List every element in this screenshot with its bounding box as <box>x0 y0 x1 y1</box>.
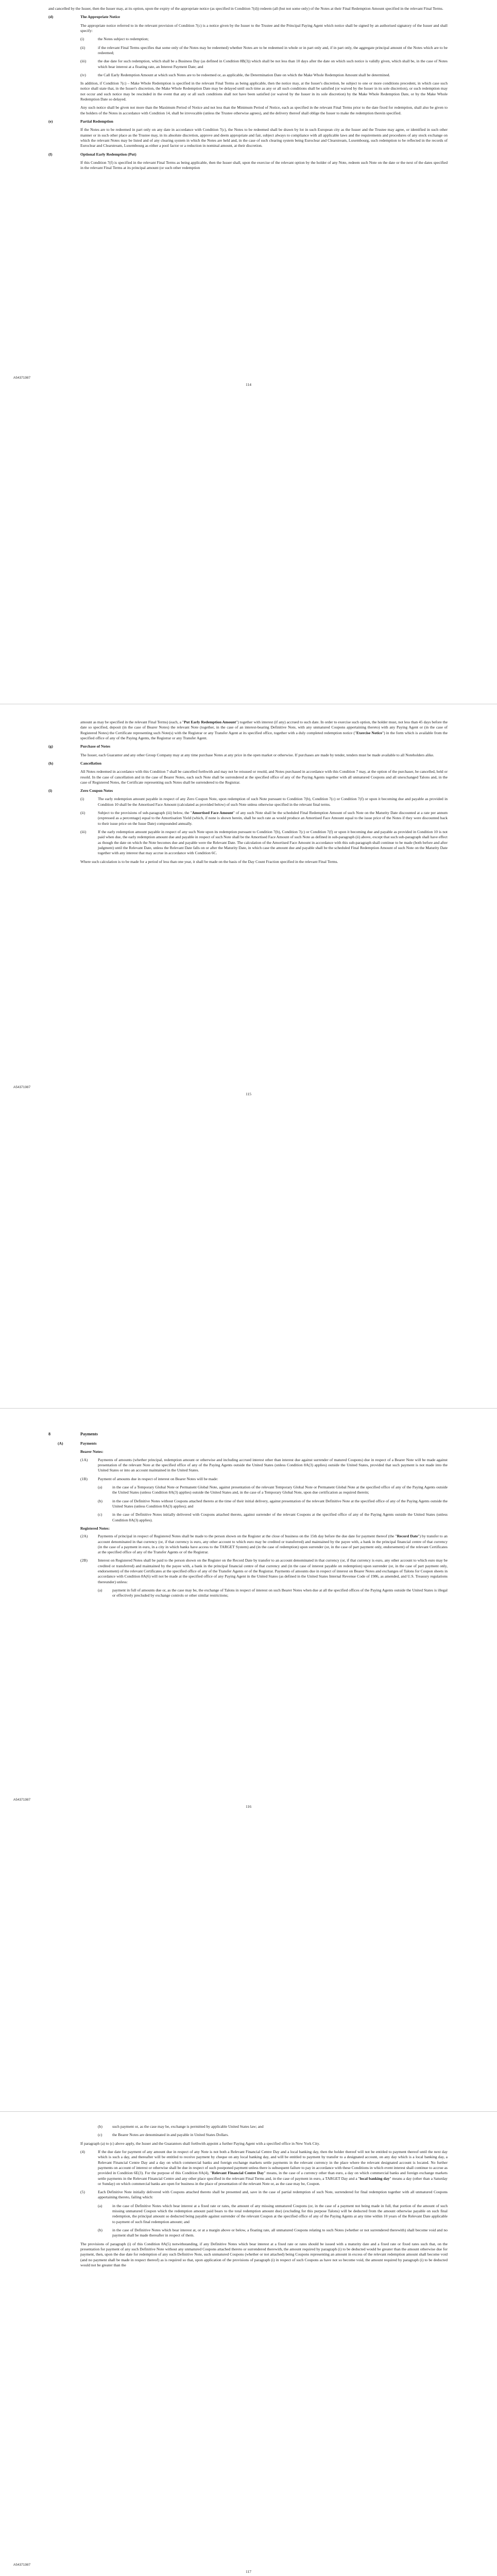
paragraph: The appropriate notice referred to in the relevant provision of Condition 7(c) is a notice given by the Issuer to the Trustee and the Principal Paying Agent which notice shall be signed by an authorised signatory of the Issuer and shall specify: <box>80 23 448 33</box>
item-text: if the relevant Final Terms specifies that some only of the Notes may be redeemed) whether Notes are to be redeemed in whole or in part only and, if in part only, the aggregate principal amount of the Notes which are to be redeemed; <box>98 45 448 55</box>
document-id: A54371987 <box>13 1798 31 1802</box>
list-item <box>48 1499 448 1510</box>
paragraph: If the Notes are to be redeemed in part only on any date in accordance with Condition 7(c), the Notes to be redeemed shall be drawn by lot in such European city as the Issuer and the Trustee may agree, or identified in such other manner or in such other place as the Trustee may, in its absolute discretion, approve and deem appropriate and fair, subject always to compliance with all applicable laws and the requirements and procedures of any stock exchange on which the relevant Notes may be listed and of any clearing system in which the Notes are held and, in the case of such clearing system being Euroclear and Clearstream, Luxembourg, such redemption to be reflected in the records of Euroclear and Clearstream, Luxembourg as either a pool factor or a reduction in nominal amount, at their discretion. <box>80 127 448 148</box>
paragraph: If paragraph (a) to (c) above apply, the Issuer and the Guarantors shall forthwith appoint a further Paying Agent with a specified office in New York City. <box>80 2141 320 2146</box>
list-item <box>48 2132 448 2138</box>
item-text: Each Definitive Note initially delivered with Coupons attached thereto shall be presented and, save in the case of partial redemption of such Note, surrendered for final redemption together with all unmatured Coupons appertaining thereto, failing which: <box>98 2190 448 2200</box>
section-title: Optional Early Redemption (Put) <box>80 151 136 157</box>
item-label: (b) <box>98 2124 102 2129</box>
item-text: in the case of Definitive Notes without Coupons attached thereto at the time of their initial delivery, against presentation of the relevant Definitive Note at the specified office of any of the Paying Agents outside the United States (unless Condition 8A(3) applies); and <box>112 1498 448 1509</box>
paragraph: The Issuer, each Guarantor and any other Group Company may at any time purchase Notes at any price in the open market or otherwise. If purchases are made by tender, tenders must be made available to all Noteholders alike. <box>80 752 434 757</box>
item-text: such payment or, as the case may be, exchange is permitted by applicable United States law; and <box>112 2124 264 2129</box>
item-text: Subject to the provisions of sub-paragraph (iii) below, the "Amortised Face Amount" of any such Note shall be the scheduled Final Redemption Amount of such Note on the Maturity Date discounted at a rate per annum (expressed as a percentage) equal to the Amortisation Yield (which, if none is shown herein, shall be such rate as would produce an Amortised Face Amount equal to the issue price of the Notes if they were discounted back to their issue price on the Issue Date) compounded annually. <box>98 810 448 826</box>
document-id: A54371987 <box>13 2563 31 2567</box>
item-text: the due date for such redemption, which shall be a Business Day (as defined in Condition 8B(3)) which shall be not less than 10 days after the date on which such notice is validly given, which shall be, in the case of Notes which bear interest at a floating rate, an Interest Payment Date; and <box>98 59 448 69</box>
section-title: Partial Redemption <box>80 119 113 124</box>
section-label: (f) <box>48 151 53 157</box>
document-id: A54371987 <box>13 376 31 380</box>
item-label: (i) <box>80 37 84 42</box>
item-text: Payments of amounts (whether principal, redemption amount or otherwise and including accrued interest other than interest due against surrender of matured Coupons) due in respect of a Bearer Note will be made against presentation of the relevant Note at the specified office of any of the Paying Agents outside the United States (unless Condition 8A(3) applies) outside the United States, provided that such payment is not made into the United States or into an account maintained in the United States. <box>98 1457 448 1473</box>
page-number: 114 <box>246 382 251 387</box>
list-item <box>48 810 448 826</box>
paragraph: In addition, if Condition 7(c) – Make Whole Redemption is specified in the relevant Final Terms as being applicable, then the notice may, at the Issuer's discretion, be subject to one or more conditions precedent, in which case such notice shall state that, in the Issuer's discretion, the Make Whole Redemption Date may be delayed until such time as any or all such conditions shall be satisfied (or waived by the Issuer in its sole discretion), or such redemption may not occur and such notice may be rescinded in the event that any or all such conditions shall not have been satisfied (or waived by the Issuer in its sole discretion) by the Make Whole Redemption Date, or by the Make Whole Redemption Date so delayed. <box>80 81 448 102</box>
item-label: (i) <box>80 796 84 802</box>
list-item <box>48 1512 448 1523</box>
subsection-title: Payments <box>80 1441 97 1446</box>
document-id: A54371987 <box>13 1086 31 1089</box>
item-text: Payments of principal in respect of Registered Notes shall be made to the person shown on the Register at the close of business on the 15th day before the due date for payment thereof (the "Record Date") by transfer to an account denominated in that currency (or, if that currency is euro, any other account to which euro may be credited or transferred) and maintained by the payee with, a bank in the principal financial centre of that currency (in the case of a payment in euro, in a city in which banks have access to the TARGET System) and (in the case of redemption) upon surrender (or, in the case of part payment only, endorsement) of the relevant Certificates at the specified office of any of the Transfer Agents or of the Registrar. <box>98 1534 448 1555</box>
list-item <box>48 59 448 70</box>
item-text: Payment of amounts due in respect of interest on Bearer Notes will be made: <box>98 1476 218 1481</box>
item-text: in the case of Definitive Notes initially delivered with Coupons attached thereto, against surrender of the relevant Coupons at the specified office of any of the Paying Agents outside the United States (unless Condition 8A(3) applies). <box>112 1512 448 1522</box>
list-item <box>48 1477 448 1482</box>
item-list <box>48 796 448 856</box>
list-item <box>48 2204 448 2225</box>
section-label: (i) <box>48 788 53 793</box>
item-text: Interest on Registered Notes shall be paid to the person shown on the Register on the Record Date by transfer to an account denominated in that currency (or, if that currency is euro, any other account to which euro may be credited or transferred) and maintained by the payee with, a bank in the principal financial centre of that currency and (in the case of interest payable on redemption) upon surrender (or, in the case of part payment only, endorsement) of the relevant Certificates at the specified office of any of the Transfer Agents or of the Registrar. Payments of amounts due in respect of interest on Bearer Notes and exchanges of Talons for Coupon sheets in accordance with Condition 8A(6) will not be made at the specified office of any Paying Agent in the United States (as defined in the United States Internal Revenue Code of 1986, as amended, and U.S. Treasury regulations thereunder) unless: <box>98 1558 448 1584</box>
list-item <box>48 1588 448 1599</box>
item-label: (b) <box>98 2228 102 2232</box>
item-label: (a) <box>98 2203 102 2208</box>
list-item <box>48 1558 448 1585</box>
section-heading <box>48 744 448 749</box>
item-text: the Bearer Notes are denominated in and payable in United States Dollars. <box>112 2132 229 2138</box>
paragraph: and cancelled by the Issuer, then the Issuer may, at its option, upon the expiry of the appropriate notice (as specified in Condition 7(d)) redeem (all (but not some only) of the Notes at their Final Redemption Amount specified in the relevant Final Terms. <box>48 6 443 11</box>
section-title: Zero Coupon Notes <box>80 788 113 793</box>
item-label: (a) <box>98 1485 102 1490</box>
bearer-notes-heading: Bearer Notes: <box>80 1449 104 1454</box>
page-117 <box>0 2112 497 2576</box>
item-text: in the case of a Temporary Global Note or Permanent Global Note, against presentation of the relevant Temporary Global Note or Permanent Global Note at the specified office of any of the Paying Agents outside the United States (unless Condition 8A(3) applies) outside the United States and, in the case of a Temporary Global Note, upon due certification as required therein; <box>112 1485 448 1495</box>
paragraph: The provisions of paragraph (i) of this Condition 8A(5) notwithstanding, if any Definitive Notes which bear interest at a fixed rate or rates should be issued with a maturity date and a fixed rate or fixed rates such that, on the presentation for payment of any such Definitive Note without any unmatured Coupons attached thereto or surrendered therewith, the amount required by paragraph (i) to be deducted would be greater than the amount otherwise due for payment, then, upon the due date for redemption of any such Definitive Note, such unmatured Coupons (whether or not attached) being Coupons representing an amount in excess of the relevant redemption amount shall become void (and no payment shall be made in respect thereof) as is required so that, upon application of the provisions of paragraph (i) in respect of such Coupons as have not so become void, the amount required by paragraph (i) to be deducted would not be greater than the <box>80 2241 448 2267</box>
item-text: in the case of Definitive Notes which bear interest at a fixed rate or rates, the amount of any missing unmatured Coupons (or, in the case of a payment not being made in full, that portion of the amount of such missing unmatured Coupon which the redemption amount paid bears to the total redemption amount due) (excluding for this purpose Talons) will be deducted from the amount otherwise payable on such final redemption, the principal amount so deducted being payable against surrender of the relevant Coupon at the specified office of any of the Paying Agents at any time within 10 years of the Relevant Date applicable to payment of such final redemption amount; and <box>112 2203 448 2224</box>
item-label: (c) <box>98 1512 102 1517</box>
list-item <box>48 45 448 56</box>
list-item <box>48 829 448 856</box>
paragraph: Where such calculation is to be made for a period of less than one year, it shall be made on the basis of the Day Count Fraction specified in the relevant Final Terms. <box>80 859 338 864</box>
list-item <box>48 2124 448 2129</box>
item-list <box>48 1485 448 1523</box>
section-title: Payments <box>80 1432 98 1436</box>
list-item <box>48 1485 448 1496</box>
item-label: (2B) <box>80 1558 88 1563</box>
item-label: (4) <box>80 2149 85 2154</box>
item-list <box>48 1588 448 1599</box>
list-item <box>48 73 448 78</box>
subsection-label: (A) <box>58 1441 63 1446</box>
paragraph: Any such notice shall be given not more than the Maximum Period of Notice and not less than the Minimum Period of Notice, each as specified in the relevant Final Terms prior to the date fixed for redemption, shall also be given to the holders of the Notes in accordance with Condition 14, shall be irrevocable (unless the Trustee otherwise agrees), and the delivery thereof shall oblige the Issuer to make the redemption therein specified. <box>80 105 448 115</box>
section-label: 8 <box>48 1432 51 1436</box>
list-item <box>48 1534 448 1555</box>
page-number: 115 <box>246 1092 251 1096</box>
item-text: the Call Early Redemption Amount at which such Notes are to be redeemed or, as applicable, the Determination Date on which the Make Whole Redemption Amount shall be determined. <box>98 72 390 77</box>
item-list <box>48 2149 448 2200</box>
section-title: Purchase of Notes <box>80 744 111 749</box>
item-text: the Notes subject to redemption; <box>98 37 149 42</box>
section-heading <box>48 788 448 793</box>
section-title: Cancellation <box>80 760 101 766</box>
item-label: (1A) <box>80 1457 88 1462</box>
page-number: 116 <box>246 1804 251 1809</box>
list-item <box>48 1458 448 1473</box>
section-heading <box>48 1431 448 1437</box>
list-item <box>48 2228 448 2239</box>
page-115 <box>0 704 497 1408</box>
section-title: The Appropriate Notice <box>80 14 121 20</box>
item-list <box>48 2124 448 2138</box>
item-label: (2A) <box>80 1534 88 1539</box>
section-heading <box>48 761 448 766</box>
item-label: (1B) <box>80 1476 88 1481</box>
section-heading <box>48 119 448 124</box>
item-label: (iii) <box>80 59 87 64</box>
item-label: (iv) <box>80 72 86 77</box>
item-label: (iii) <box>80 829 87 834</box>
section-label: (g) <box>48 744 53 749</box>
item-label: (b) <box>98 1498 102 1503</box>
list-item <box>48 37 448 42</box>
item-text: If the due date for payment of any amount due in respect of any Note is not both a Relevant Financial Centre Day and a local banking day, then the holder thereof will not be entitled to payment thereof until the next day which is such a day, and thereafter will be entitled to receive payment by cheque on any local banking day, and will be entitled to payment by transfer to a designated account, on any day which is a local banking day, a Relevant Financial Centre Day and a day on which commercial banks and foreign exchange markets settle payments in the relevant currency in the place where the relevant designated account is located. No further payments on account of interest or otherwise shall be due in respect of such postponed payment unless there is subsequent failure to pay in accordance with these Conditions in which event interest shall continue to accrue as provided in Condition 6E(3). For the purpose of this Condition 8A(4), "Relevant Financial Centre Day" means, in the case of a currency other than euro, a day on which commercial banks and foreign exchange markets settle payments in the Relevant Financial Centre and any other place specified in the relevant Final Terms and, in the case of payment in euro, a TARGET Day and a "local banking day" means a day (other than a Saturday or Sunday) on which commercial banks are open for business in the place of presentation of the relevant Note or, as the case may be, Coupon. <box>98 2149 448 2186</box>
page-number: 117 <box>246 2569 251 2574</box>
item-text: The early redemption amount payable in respect of any Zero Coupon Note, upon redemption of such Note pursuant to Condition 7(b), Condition 7(c) or Condition 7(f) or upon it becoming due and payable as provided in Condition 10 shall be the Amortised Face Amount (calculated as provided below) of such Note unless otherwise specified in the relevant final terms. <box>98 796 448 807</box>
paragraph: All Notes redeemed in accordance with this Condition 7 shall be cancelled forthwith and may not be reissued or resold, and Notes purchased in accordance with this Condition 7 may, at the option of the purchaser, be cancelled, held or resold. In the case of cancellation and in the case of Bearer Notes, each such Note shall be surrendered at the specified office of any of the Paying Agents together with all unmatured Coupons and all unexchanged Talons and, in the case of Registered Notes, the Certificate representing such Notes shall be surrendered to the Registrar. <box>80 769 448 785</box>
page-114 <box>0 0 497 704</box>
item-text: in the case of Definitive Notes which bear interest at, or at a margin above or below, a floating rate, all unmatured Coupons relating to such Notes (whether or not surrendered therewith) shall become void and no payment shall be made thereafter in respect of them. <box>112 2228 448 2238</box>
item-text: If the early redemption amount payable in respect of any such Note upon its redemption pursuant to Condition 7(b), Condition 7(c) or Condition 7(f) or upon it becoming due and payable as provided in Condition 10 is not paid when due, the early redemption amount due and payable in respect of such Note shall be the Amortised Face Amount of such Note as defined in sub-paragraph (ii) above, except that such sub-paragraph shall have effect as though the date on which the Note becomes due and payable were the Relevant Date. The calculation of the Amortised Face Amount in accordance with this sub-paragraph shall continue to be made (both before and after judgment) until the Relevant Date, unless the Relevant Date falls on or after the Maturity Date, in which case the amount due and payable shall be the scheduled Final Redemption Amount of such Note on the Maturity Date together with any interest that may accrue in accordance with Condition 6C. <box>98 829 448 856</box>
section-heading <box>48 152 448 157</box>
page-116 <box>0 1409 497 2111</box>
list-item <box>48 2149 448 2187</box>
paragraph: If this Condition 7(f) is specified in the relevant Final Terms as being applicable, then the Issuer shall, upon the exercise of the relevant option by the holder of any Note, redeem such Note on the date or the next of the dates specified in the relevant Final Terms at its principal amount (or such other redemption <box>80 160 448 171</box>
subsection-heading <box>48 1441 448 1446</box>
paragraph: amount as may be specified in the relevant Final Terms) (each, a "Put Early Redemption Amount") together with interest (if any) accrued to such date. In order to exercise such option, the holder must, not less than 45 days before the date so specified, deposit (in the case of Bearer Notes) the relevant Note (together, in the case of an interest-bearing Definitive Note, with any unmatured Coupons appertaining thereto) with any Paying Agent or (in the case of Registered Notes) the Certificate representing such Note(s) with the Registrar or any Transfer Agent at its specified office, together with a duly completed redemption notice ("Exercise Notice") in the form which is available from the specified office of any of the Paying Agents, the Registrar or any Transfer Agent. <box>80 720 448 740</box>
item-label: (a) <box>98 1588 102 1593</box>
item-label: (ii) <box>80 45 85 50</box>
list-item <box>48 796 448 807</box>
section-label: (e) <box>48 119 53 124</box>
item-list <box>48 37 448 78</box>
section-label: (d) <box>48 14 54 20</box>
item-text: payment in full of amounts due or, as the case may be, the exchange of Talons in respect of interest on such Bearer Notes when due at all the specified offices of the Paying Agents outside the United States is illegal or effectively precluded by exchange controls or other similar restrictions; <box>112 1588 448 1598</box>
section-label: (h) <box>48 760 54 766</box>
item-list <box>48 1458 448 1482</box>
item-label: (5) <box>80 2190 85 2195</box>
registered-notes-heading: Registered Notes: <box>80 1526 110 1531</box>
item-label: (c) <box>98 2132 102 2138</box>
item-list <box>48 2204 448 2239</box>
section-heading <box>48 14 448 20</box>
item-label: (ii) <box>80 810 85 816</box>
item-list <box>48 1534 448 1585</box>
list-item <box>48 2190 448 2200</box>
